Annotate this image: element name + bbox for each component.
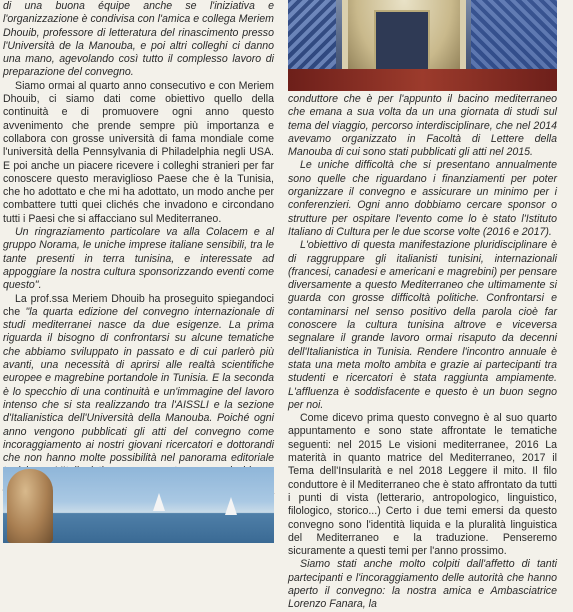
left-paragraph-4-quote: "la quarta edizione del convegno internazionale di studi mediterranei nasce da due esigenze. La prima riguarda il bisogno di confrontarsi su alcune tematiche che abbiamo sviluppato in passato e di cui parlerò più avanti, una necessità di aprirsi alle realtà scientifiche europee e magrebine portandole in Tunisia. E la seconda è lo specchio di una continuità e un'immagine del lavoro intenso che si sta realizzando tra l'AISSLI e la sezione d'Italianistica dell'Università della Manouba. Poiché ogni anno vengono pubblicati gli atti del convegno come incoraggiamento ai nostri giovani ricercatori e dottorandi che non hanno molte possibilità nel panorama editoriale [3,305,274,465]
right-paragraph-2: Le uniche difficoltà che si presentano annualmente sono quelle che riguardano i finanziamenti per poter organizzare il convegno e assicurare un minimo per i conferenzieri. Ogni anno dobbiamo cercare sponsor o strutture per ospitare l'evento come lo è stato l'Istituto Italiano di Cultura per le due scorse volte (2016 e 2017). [288,159,557,238]
tile-wall-right [471,0,557,80]
right-column [288,93,557,612]
interior-photo [288,0,557,91]
harbor-photo [3,467,274,543]
right-paragraph-1: conduttore che è per l'appunto il bacino mediterraneo che emana a sua volta da un una giornata di studi sul tema del viaggio, percorso interdisciplinare, che nel 2014 avevamo organizzato in Facoltà di Lettere della Manouba di cui sono stati pubblicati gli atti nel 2015. [288,93,557,159]
left-column [3,0,274,532]
right-paragraph-5: Siamo stati anche molto colpiti dall'affetto di tanti partecipanti e l'incoraggiamento delle autorità che hanno aperto il convegno: la nostra amica e Ambasciatrice Lorenzo Fanara, la [288,558,557,611]
right-paragraph-3: L'obiettivo di questa manifestazione pluridisciplinare è di raggruppare gli italianisti tunisini, internazionali (francesi, canadesi e americani e magrebini) per pensare diversamente a questo Mediterraneo che ultimamente si guarda con grosse difficoltà politiche. Confrontarsi e contaminarsi nel senso positivo della parola cioè far conoscere la cultura tunisina altrove e viceversa segnalare il grande lavoro ormai risaputo da decenni dell'Italianistica in Tunisia. Rendere l'incontro annuale è stata una meta molto ambita e grazie ai partecipanti tra studenti e ricercatori è stata raggiunta ampiamente. L'affluenza è soddisfacente e questo è un buon segno per noi. [288,239,557,411]
sailboat [225,497,237,515]
red-carpet [288,69,557,91]
tile-wall-left [288,0,336,80]
arched-doorway [342,0,466,80]
right-paragraph-4: Come dicevo prima questo convegno è al suo quarto appuntamento e sono state affrontate le tematiche seguenti: nel 2015 Le visioni mediterranee, 2016 La materità in quanto matrice del Mediterraneo, 2017 il Tema dell'Insularità e nel 2018 Leggere il mito. Il filo conduttore è il Mediterraneo che è stato affrontato da tutti i punti di vista (letterario, antropologico, linguistico, filologico, storico...) Certo i due temi emersi da questo convegno sono l'identità liquida e la pluralità linguistica del Mediterraneo e la traduzione. Penseremo sicuramente a questi temi per l'anno prossimo. [288,412,557,558]
left-paragraph-2: Siamo ormai al quarto anno consecutivo e con Meriem Dhouib, ci siamo dati come obiettivo quello della continuità e di promuovere ogni anno questo avvenimento che prende sempre più importanza e collabora con grosse università di fama mondiale come l'università della Pennsylvania di Philadelphia negli USA. E poi anche un piacere ricevere i colleghi stranieri per far conoscere questo meraviglioso Paese che è la Tunisia, che ho adottato e che mi ha adottato, un modo anche per combattere tutti quei clichés che invadono e circondano tutti i Paesi che si affacciano sul Mediterraneo. [3,79,274,225]
left-paragraph-3: Un ringraziamento particolare va alla Colacem e al gruppo Norama, le uniche imprese italiane sensibili, tra le tante presenti in terra tunisina, e interessate ad appoggiare la nostra cultura sponsorizzando eventi come questo". [3,226,274,292]
sailboat [153,493,165,511]
statue-figure [7,469,53,543]
left-paragraph-4-intro: La prof.ssa Meriem Dhouib ha proseguito spiegandoci che [3,292,274,318]
left-paragraph-1: di una buona équipe anche se l'iniziativa e l'organizzazione è condivisa con l'amica e collega Meriem Dhouib, professore di letteratura del rinascimento presso l'Università de la Manouba, e poi altri colleghi ci danno una mano, agevolando così tutto il complesso lavoro di preparazione del convegno. [3,0,274,79]
